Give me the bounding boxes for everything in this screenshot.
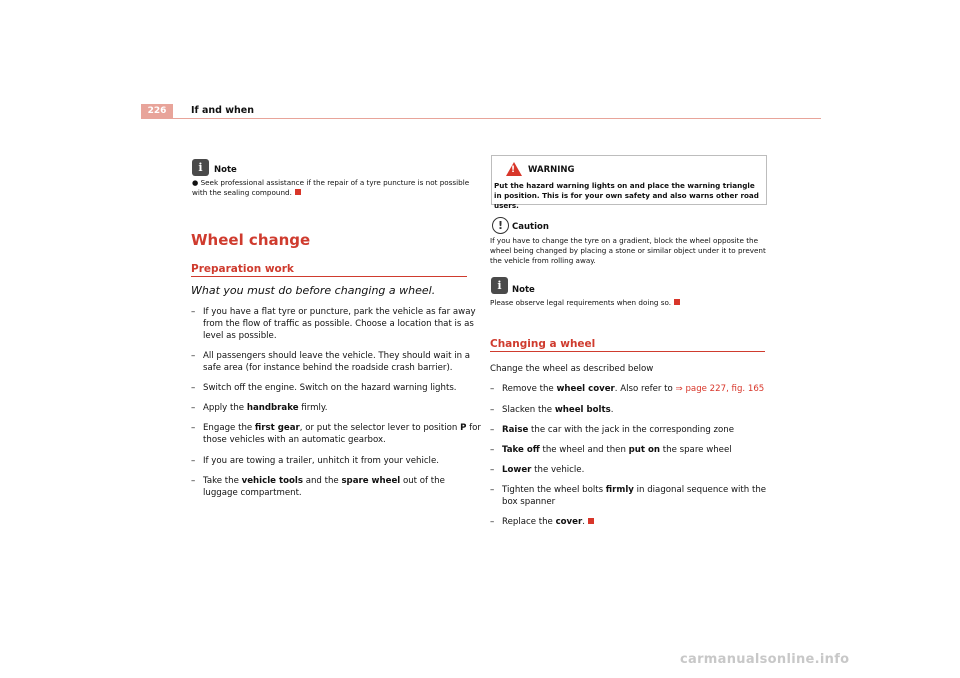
- subsection-title: Preparation work: [191, 263, 294, 275]
- intro-text: Change the wheel as described below: [490, 364, 654, 374]
- note-icon-2: [491, 274, 508, 294]
- header-divider: [173, 118, 821, 119]
- section-subtitle: What you must do before changing a wheel.: [191, 284, 436, 297]
- warning-box: [491, 155, 767, 210]
- list-item: – Apply the handbrake firmly.: [191, 403, 328, 413]
- note-text: [192, 178, 472, 198]
- page-number: 226: [141, 104, 173, 119]
- section-rule: [191, 276, 467, 277]
- warning-label: WARNING: [528, 165, 575, 175]
- caution-label: Caution: [512, 222, 549, 232]
- note2-text: Please observe legal requirements when doing so.: [490, 298, 766, 308]
- list-item: – Take the vehicle tools and the spare wheel out of the luggage compartment.: [191, 476, 445, 498]
- info-icon: i: [491, 277, 508, 294]
- caution-text: If you have to change the tyre on a gradient, block the wheel opposite the wheel being changed by placing a stone or similar object under it to prevent the vehicle from rolling away.: [490, 236, 766, 265]
- list-item: – Raise the car with the jack in the corresponding zone: [490, 425, 735, 435]
- section-title: Wheel change: [191, 231, 311, 249]
- info-icon: i: [192, 159, 209, 176]
- list-item: – Remove the wheel cover. Also refer to ⇒ page 227, fig. 165: [490, 384, 765, 394]
- list-item: – Slacken the wheel bolts.: [490, 405, 614, 415]
- caution-icon-wrap: [492, 214, 509, 234]
- list-item: – If you have a flat tyre or puncture, park the vehicle as far away from the flow of traffic as possible. Choose a location that is as level as possible.: [191, 307, 476, 341]
- list-item: – Take off the wheel and then put on the spare wheel: [490, 445, 732, 455]
- note2-label: Note: [512, 285, 535, 295]
- caution-icon: !: [492, 217, 509, 234]
- page-reference-link[interactable]: ⇒ page 227, fig. 165: [675, 384, 765, 394]
- end-mark: [295, 189, 301, 195]
- section-rule-2: [490, 351, 765, 352]
- list-item: – All passengers should leave the vehicle. They should wait in a safe area (for instance behind the roadside crash barrier).: [191, 351, 471, 373]
- bullet: ●: [192, 178, 201, 187]
- note-body: Seek professional assistance if the repair of a tyre puncture is not possible with the sealing compound.: [192, 178, 470, 197]
- list-item: – Replace the cover.: [490, 516, 778, 528]
- watermark: carmanualsonline.info: [680, 652, 850, 667]
- list-item: – If you are towing a trailer, unhitch it from your vehicle.: [191, 456, 439, 466]
- end-mark: [674, 299, 680, 305]
- list-item: – Switch off the engine. Switch on the hazard warning lights.: [191, 383, 457, 393]
- note-label: Note: [214, 165, 237, 175]
- list-item: – Engage the first gear, or put the selector lever to position P for those vehicles with an automatic gearbox.: [191, 423, 481, 445]
- warning-text: Put the hazard warning lights on and place the warning triangle in position. This is for your own safety and also warns other road users.: [494, 181, 759, 210]
- subsection-title-2: Changing a wheel: [490, 338, 596, 350]
- page-header-title: If and when: [191, 105, 255, 116]
- end-mark: [588, 518, 594, 524]
- list-item: – Tighten the wheel bolts firmly in diagonal sequence with the box spanner: [490, 485, 767, 507]
- warning-triangle-icon: !: [506, 162, 522, 176]
- note-icon: [192, 156, 209, 176]
- list-item: – Lower the vehicle.: [490, 465, 585, 475]
